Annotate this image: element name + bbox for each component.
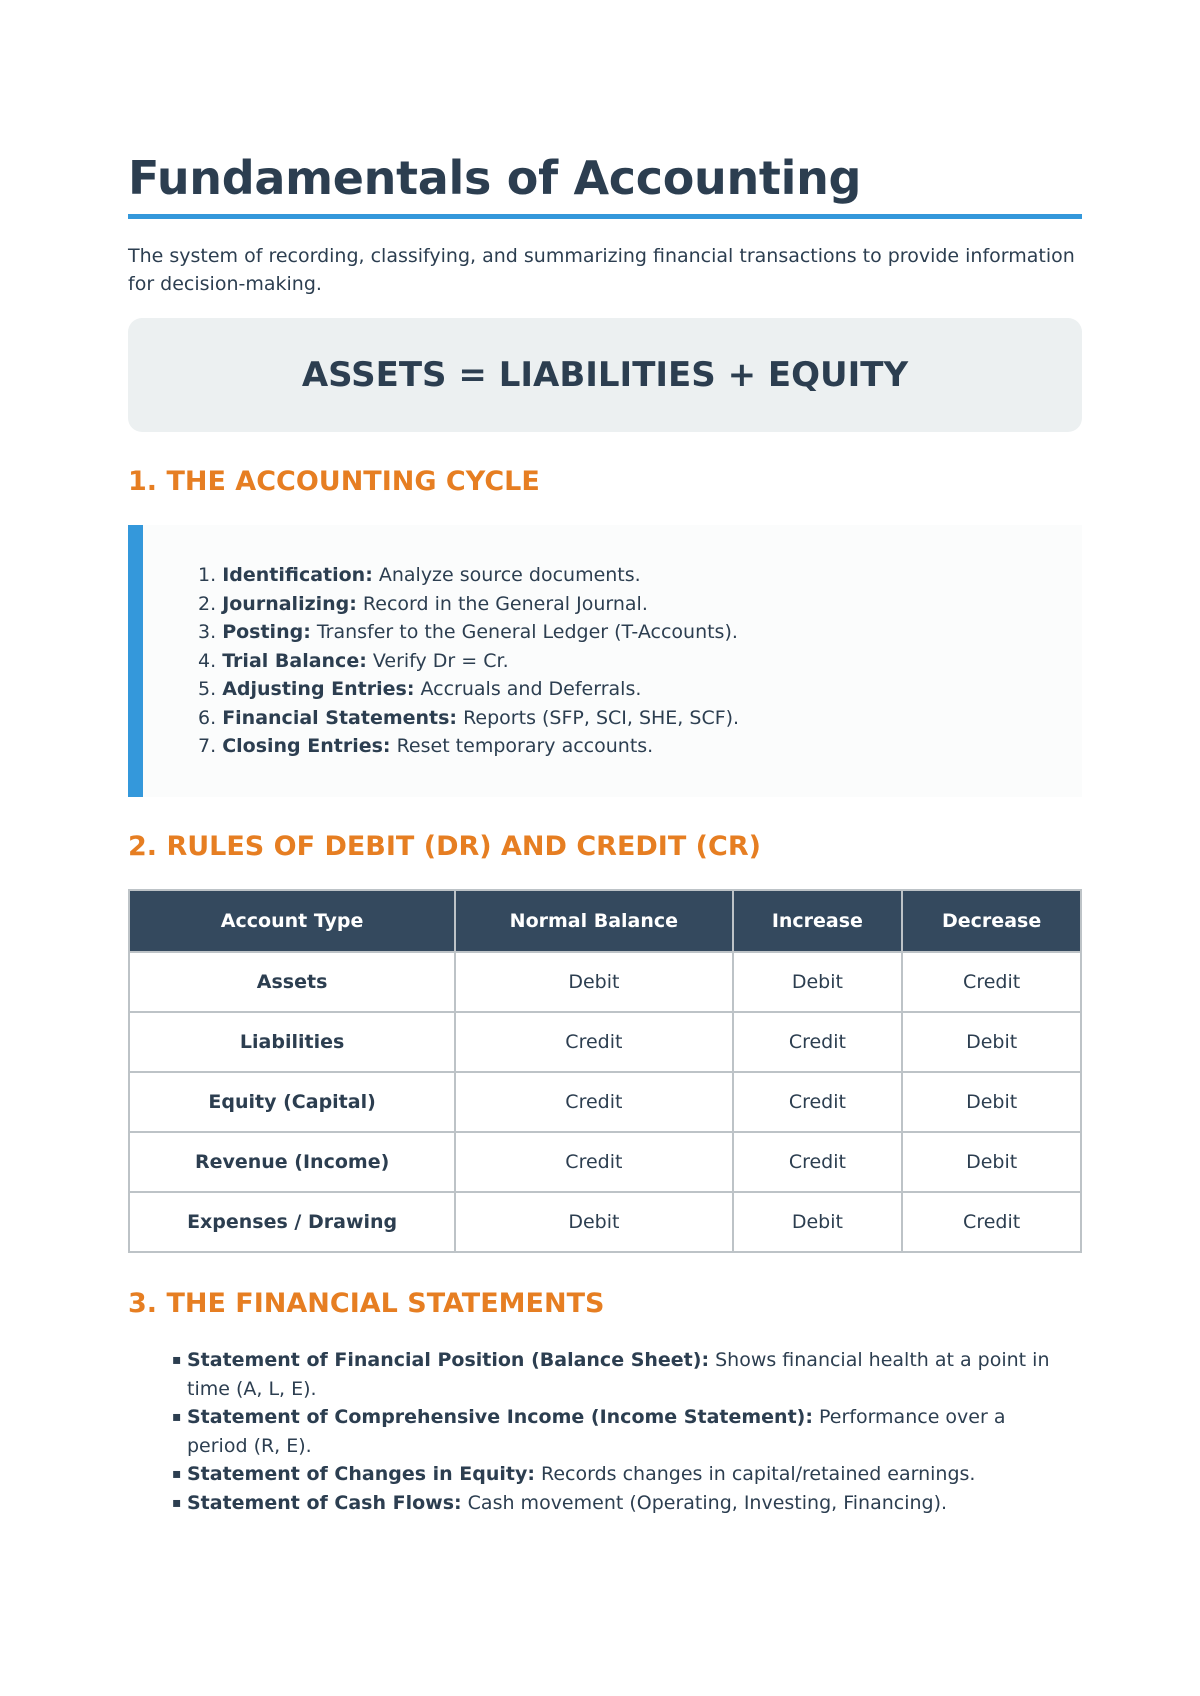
- page-title: Fundamentals of Accounting: [128, 151, 862, 205]
- column-header: Normal Balance: [455, 890, 732, 952]
- table-cell: Debit: [455, 1192, 732, 1252]
- section-heading-statements: 3. THE FINANCIAL STATEMENTS: [128, 1288, 605, 1319]
- bullet-icon: ▪: [172, 1352, 182, 1368]
- bullet-icon: ▪: [172, 1466, 182, 1482]
- list-item: 7. Closing Entries: Reset temporary accounts.: [198, 735, 654, 757]
- table-cell: Credit: [902, 1192, 1081, 1252]
- title-underline: [128, 214, 1082, 219]
- list-item: ▪ Statement of Changes in Equity: Records changes in capital/retained earnings.: [172, 1460, 1072, 1489]
- column-header: Decrease: [902, 890, 1081, 952]
- account-type-cell: Assets: [129, 952, 455, 1012]
- list-item: 3. Posting: Transfer to the General Ledger (T-Accounts).: [198, 621, 738, 643]
- table-cell: Credit: [902, 952, 1081, 1012]
- table-cell: Credit: [455, 1012, 732, 1072]
- financial-statements-list: [172, 1346, 1072, 1517]
- debit-credit-table: [128, 889, 1082, 1253]
- column-header: Account Type: [129, 890, 455, 952]
- table-header-row: [129, 890, 1081, 952]
- accounting-equation-box: [128, 318, 1082, 432]
- account-type-cell: Expenses / Drawing: [129, 1192, 455, 1252]
- table-cell: Credit: [733, 1012, 903, 1072]
- table-row: [129, 1012, 1081, 1072]
- accounting-cycle-list: [198, 561, 739, 761]
- table-cell: Debit: [733, 952, 903, 1012]
- table-cell: Credit: [455, 1072, 732, 1132]
- section-heading-rules: 2. RULES OF DEBIT (DR) AND CREDIT (CR): [128, 831, 761, 862]
- table-cell: Credit: [733, 1132, 903, 1192]
- intro-paragraph: The system of recording, classifying, and summarizing financial transactions to provide information for decision-making.: [128, 245, 1075, 295]
- list-item: ▪ Statement of Financial Position (Balance Sheet): Shows financial health at a point in time (A, L, E).: [172, 1346, 1072, 1403]
- table-cell: Debit: [902, 1012, 1081, 1072]
- table-row: [129, 1192, 1081, 1252]
- table-cell: Debit: [733, 1192, 903, 1252]
- table-row: [129, 1072, 1081, 1132]
- bullet-icon: ▪: [172, 1409, 182, 1425]
- list-item: 2. Journalizing: Record in the General Journal.: [198, 592, 648, 615]
- list-item: 1. Identification: Analyze source documents.: [198, 564, 641, 586]
- list-item: 6. Financial Statements: Reports (SFP, SCI, SHE, SCF).: [198, 706, 740, 729]
- section-heading-cycle: 1. THE ACCOUNTING CYCLE: [128, 466, 540, 497]
- bullet-icon: ▪: [172, 1494, 182, 1511]
- table-cell: Credit: [733, 1072, 903, 1132]
- list-item: 4. Trial Balance: Verify Dr = Cr.: [198, 649, 509, 672]
- table-cell: Debit: [902, 1072, 1081, 1132]
- column-header: Increase: [733, 890, 903, 952]
- table-row: [129, 1132, 1081, 1192]
- account-type-cell: Equity (Capital): [129, 1072, 455, 1132]
- accounting-equation: ASSETS = LIABILITIES + EQUITY: [301, 355, 909, 395]
- table-cell: Credit: [455, 1132, 732, 1192]
- table-row: [129, 952, 1081, 1012]
- accounting-cycle-box: [128, 525, 1082, 797]
- account-type-cell: Revenue (Income): [129, 1132, 455, 1192]
- table-cell: Debit: [902, 1132, 1081, 1192]
- account-type-cell: Liabilities: [129, 1012, 455, 1072]
- table-cell: Debit: [455, 952, 732, 1012]
- list-item: ▪ Statement of Cash Flows: Cash movement (Operating, Investing, Financing).: [172, 1489, 1072, 1518]
- list-item: 5. Adjusting Entries: Accruals and Deferrals.: [198, 678, 642, 700]
- list-item: ▪ Statement of Comprehensive Income (Income Statement): Performance over a period (R, E).: [172, 1403, 1072, 1460]
